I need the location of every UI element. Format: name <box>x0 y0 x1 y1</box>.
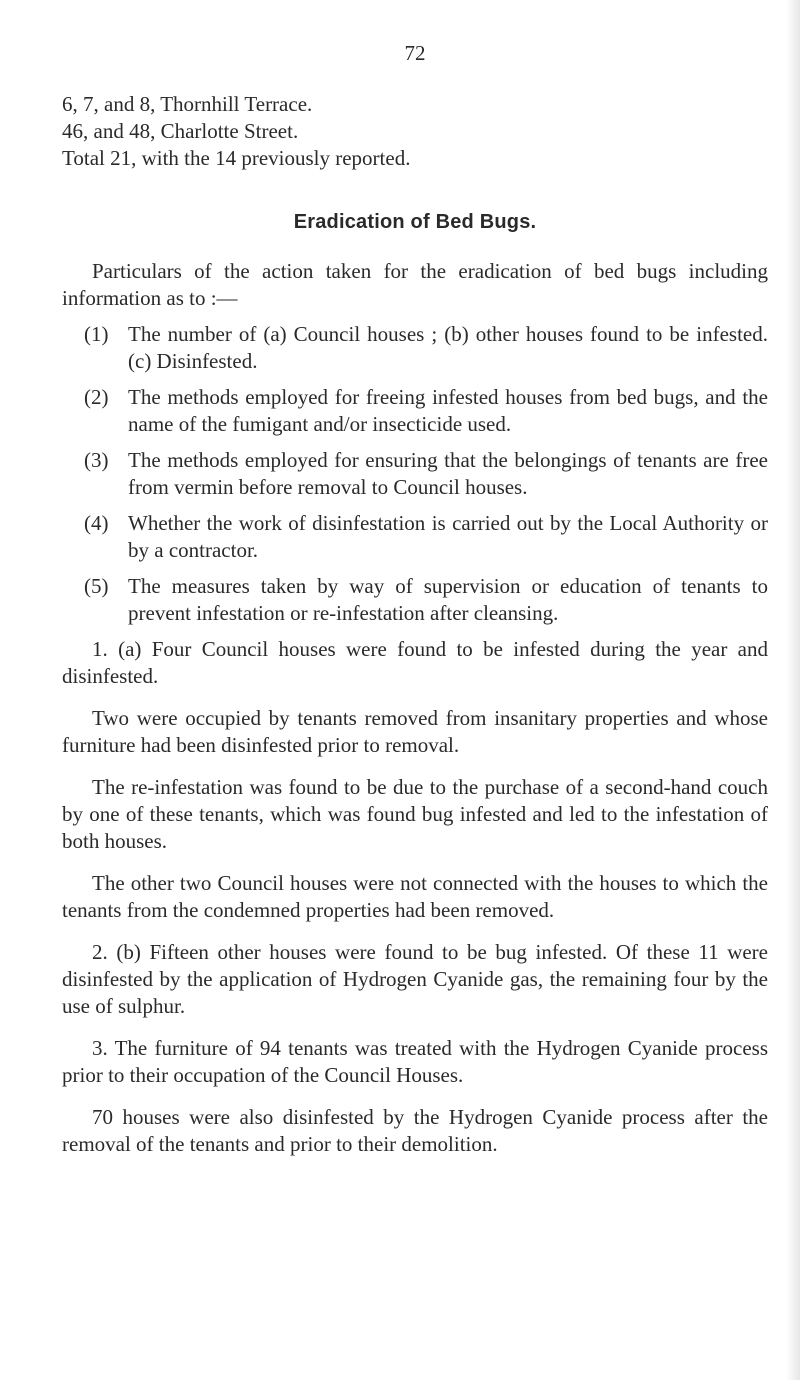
page-number: 72 <box>404 41 426 65</box>
particulars-list <box>62 321 768 627</box>
address-line-2: 46, and 48, Charlotte Street. <box>62 119 299 143</box>
list-item <box>62 384 768 438</box>
list-item-text: The methods employed for ensuring that the belongings of tenants are free from vermin before removal to Council houses. <box>128 448 768 499</box>
paragraph-1a: 1. (a) Four Council houses were found to be infested during the year and disinfested. <box>62 637 768 688</box>
list-item-text: The methods employed for freeing infested houses from bed bugs, and the name of the fumigant and/or insecticide used. <box>128 385 768 436</box>
paragraph-2b: 2. (b) Fifteen other houses were found to be bug infested. Of these 11 were disinfested by the application of Hydrogen Cyanide gas, the remaining four by the use of sulphur. <box>62 940 768 1018</box>
list-item-number: (5) <box>84 574 109 598</box>
list-item <box>62 447 768 501</box>
list-item-number: (3) <box>84 448 109 472</box>
paragraph-reinfestation: The re-infestation was found to be due to the purchase of a second-hand couch by one of these tenants, which was found bug infested and led to the infestation of both houses. <box>62 775 768 853</box>
list-item <box>62 321 768 375</box>
list-item <box>62 573 768 627</box>
list-item-text: The number of (a) Council houses ; (b) other houses found to be infested. (c) Disinfested. <box>128 322 768 373</box>
paragraph-tenants: Two were occupied by tenants removed from insanitary properties and whose furniture had been disinfested prior to removal. <box>62 706 768 757</box>
address-line-1: 6, 7, and 8, Thornhill Terrace. <box>62 92 313 116</box>
paragraph-other-houses: The other two Council houses were not connected with the houses to which the tenants from the condemned properties had been removed. <box>62 871 768 922</box>
address-total: Total 21, with the 14 previously reported. <box>62 146 411 170</box>
page-edge-shadow <box>786 0 800 1380</box>
list-item-number: (2) <box>84 385 109 409</box>
list-item-text: The measures taken by way of supervision or education of tenants to prevent infestation or re-infestation after cleansing. <box>128 574 768 625</box>
document-page <box>62 40 768 1158</box>
intro-paragraph: Particulars of the action taken for the eradication of bed bugs including information as to :— <box>62 259 768 310</box>
list-item-number: (4) <box>84 511 109 535</box>
list-item <box>62 510 768 564</box>
paragraph-3: 3. The furniture of 94 tenants was treated with the Hydrogen Cyanide process prior to their occupation of the Council Houses. <box>62 1036 768 1087</box>
list-item-number: (1) <box>84 322 109 346</box>
section-heading: Eradication of Bed Bugs. <box>293 211 537 233</box>
list-item-text: Whether the work of disinfestation is carried out by the Local Authority or by a contractor. <box>128 511 768 562</box>
paragraph-demolition: 70 houses were also disinfested by the Hydrogen Cyanide process after the removal of the tenants and prior to their demolition. <box>62 1105 768 1156</box>
